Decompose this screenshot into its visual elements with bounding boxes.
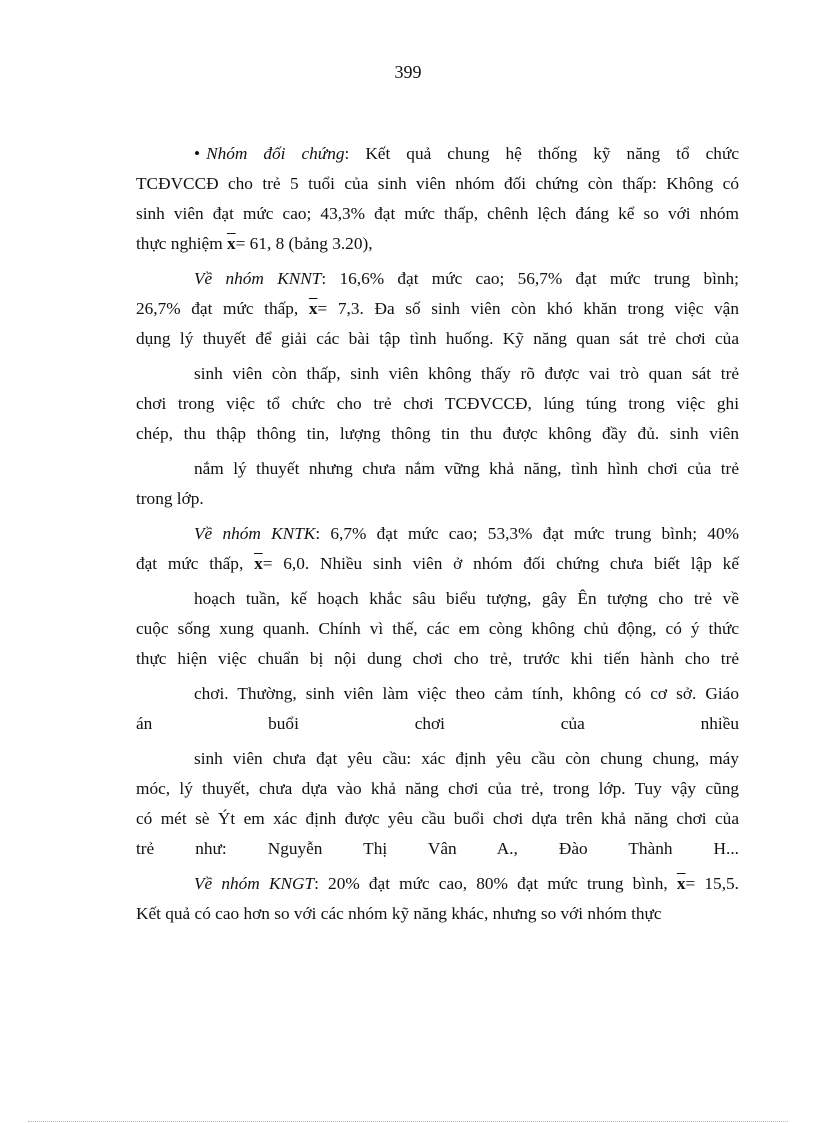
text-line — [136, 294, 739, 324]
section-label: Nhóm đối chứng — [206, 144, 345, 163]
paragraph-nhom-doi-chung — [136, 139, 739, 259]
text-line: sinh viên chưa đạt yêu cầu: xác định yêu cầu còn chung chung, máy — [194, 749, 739, 768]
page-number: 399 — [394, 62, 422, 82]
text-line: Kết quả có cao hơn so với các nhóm kỹ năng khác, nhưng so với nhóm thực — [136, 904, 662, 923]
paragraph — [136, 449, 739, 514]
paragraph-kngt — [136, 864, 739, 929]
mean-symbol: $\overline{x}$ — [226, 234, 236, 253]
paragraph — [136, 739, 739, 864]
line-text: = 61, 8 (bảng 3.20), — [235, 234, 373, 253]
paragraph-kntk — [136, 514, 739, 579]
text-line: TCĐVCCĐ cho trẻ 5 tuổi của sinh viên nhóm đối chứng còn thấp: Không có — [136, 174, 739, 193]
text-line — [136, 264, 739, 294]
line-text: = 15,5. — [685, 874, 739, 893]
bullet-icon: • — [194, 144, 201, 163]
text-line: nắm lý thuyết nhưng chưa nắm vững khả năng, tình hình chơi của trẻ — [194, 459, 739, 478]
text-line: trẻ như: Nguyễn Thị Vân A., Đào Thành H... — [136, 839, 739, 858]
mean-symbol: $\overline{x}$ — [308, 299, 318, 318]
text-line — [136, 229, 739, 259]
text-line: án buổi chơi của nhiều — [136, 714, 739, 733]
text-line: chơi. Thường, sinh viên làm việc theo cảm tính, không có cơ sở. Giáo — [194, 684, 739, 703]
line-text: : 16,6% đạt mức cao; 56,7% đạt mức trung bình; — [321, 269, 739, 288]
line-text: 26,7% đạt mức thấp, — [136, 299, 309, 318]
text-line: chép, thu thập thông tin, lượng thông tin thu được không đầy đủ. sinh viên — [136, 424, 739, 443]
text-line — [136, 869, 739, 899]
page-edge-rule — [28, 1121, 788, 1122]
mean-symbol: $\overline{x}$ — [254, 554, 263, 573]
text-line — [136, 549, 739, 579]
text-line: sinh viên đạt mức cao; 43,3% đạt mức thấp, chênh lệch đáng kể so với nhóm — [136, 204, 739, 223]
text-block — [136, 139, 739, 929]
section-label: Về nhóm KNGT — [194, 874, 315, 893]
paragraph — [136, 354, 739, 449]
section-label: Về nhóm KNTK — [194, 524, 316, 543]
text-line: sinh viên còn thấp, sinh viên không thấy rõ được vai trò quan sát trẻ — [194, 364, 739, 383]
text-line: dụng lý thuyết để giải các bài tập tình huống. Kỹ năng quan sát trẻ chơi của — [136, 329, 739, 348]
line-text: đạt mức thấp, — [136, 554, 255, 573]
paragraph — [136, 674, 739, 739]
text-line — [136, 519, 739, 549]
line-text: : 20% đạt mức cao, 80% đạt mức trung bình, — [314, 874, 677, 893]
line-text: = 6,0. Nhiều sinh viên ở nhóm đối chứng chưa biết lập kế — [262, 554, 739, 573]
mean-symbol: $\overline{x}$ — [676, 874, 686, 893]
text-line: thực hiện việc chuẩn bị nội dung chơi cho trẻ, trước khi tiến hành cho trẻ — [136, 649, 739, 668]
line-text: : 6,7% đạt mức cao; 53,3% đạt mức trung bình; 40% — [315, 524, 739, 543]
section-label: Về nhóm KNNT — [194, 269, 322, 288]
paragraph-knnt — [136, 259, 739, 354]
text-line: có mét sè Ýt em xác định được yêu cầu buổi chơi dựa trên khả năng chơi của — [136, 809, 739, 828]
text-line — [136, 139, 739, 169]
line-text: : Kết quả chung hệ thống kỹ năng tổ chức — [344, 144, 739, 163]
line-text: thực nghiệm — [136, 234, 227, 253]
text-line: hoạch tuần, kế hoạch khắc sâu biểu tượng, gây Ên tượng cho trẻ về — [194, 589, 739, 608]
text-line: móc, lý thuyết, chưa dựa vào khả năng chơi của trẻ, trong lớp. Tuy vậy cũng — [136, 779, 739, 798]
paragraph — [136, 579, 739, 674]
line-text: = 7,3. Đa số sinh viên còn khó khăn trong việc vận — [317, 299, 739, 318]
text-line: cuộc sống xung quanh. Chính vì thế, các em còng không chủ động, có ý thức — [136, 619, 739, 638]
text-line: chơi trong việc tổ chức cho trẻ chơi TCĐVCCĐ, lúng túng trong việc ghi — [136, 394, 739, 413]
text-line: trong lớp. — [136, 489, 204, 508]
